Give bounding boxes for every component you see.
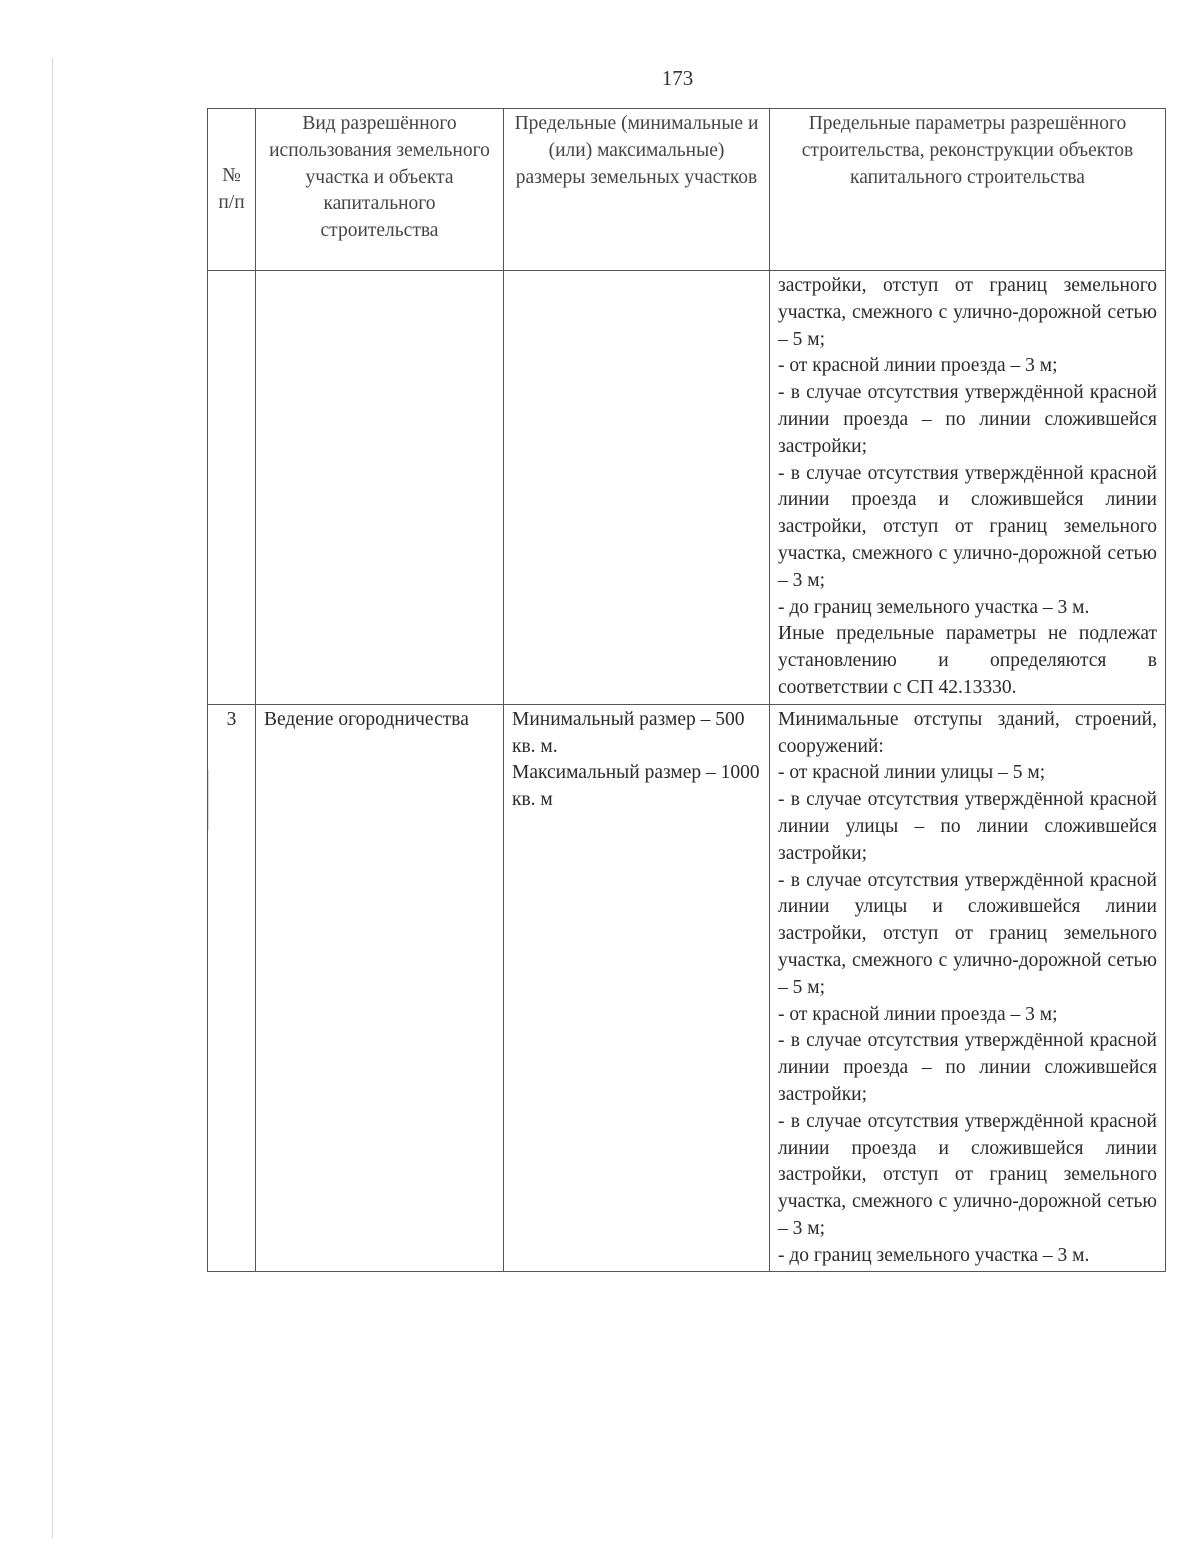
params-line: - в случае отсутствия утверждённой красной линии проезда – по линии сложившейся застройки; — [778, 1030, 1157, 1105]
params-line: - от красной линии проезда – 3 м; — [778, 1003, 1058, 1025]
row-use — [256, 271, 504, 705]
row-number — [208, 271, 256, 705]
params-line: - от красной линии улицы – 5 м; — [778, 762, 1046, 784]
size-line: Минимальный размер – 500 кв. м. — [512, 708, 745, 757]
params-line: - до границ земельного участка – 3 м. — [778, 596, 1090, 618]
params-line: - в случае отсутствия утверждённой красной линии проезда и сложившейся линии застройки, отступ от границ земельного участка, смежного с улично-дорожной сетью – 3 м; — [778, 1110, 1157, 1239]
params-line: - в случае отсутствия утверждённой красной линии проезда и сложившейся линии застройки, отступ от границ земельного участка, смежного с улично-дорожной сетью – 3 м; — [778, 462, 1157, 591]
row-number: 3 — [208, 704, 256, 1272]
params-line: - в случае отсутствия утверждённой красной линии улицы – по линии сложившейся застройки; — [778, 789, 1157, 864]
header-size: Предельные (минимальные и (или) максимальные) размеры земельных участков — [504, 109, 770, 271]
table-header-row — [208, 109, 1166, 271]
size-line: Максимальный размер – 1000 кв. м — [512, 762, 760, 811]
table-row — [208, 704, 1166, 1272]
header-use: Вид разрешённого использования земельного участка и объекта капитального строительства — [256, 109, 504, 271]
params-line: - в случае отсутствия утверждённой красной линии улицы и сложившейся линии застройки, отступ от границ земельного участка, смежного с улично-дорожной сетью – 5 м; — [778, 869, 1157, 998]
row-params — [770, 271, 1166, 705]
params-line: - в случае отсутствия утверждённой красной линии проезда – по линии сложившейся застройки; — [778, 382, 1157, 457]
params-line: застройки, отступ от границ земельного участка, смежного с улично-дорожной сетью – 5 м; — [778, 275, 1157, 350]
header-number: № п/п — [208, 109, 256, 271]
params-line: Минимальные отступы зданий, строений, сооружений: — [778, 708, 1157, 757]
row-size — [504, 271, 770, 705]
regulations-table — [207, 108, 1166, 1272]
header-params: Предельные параметры разрешённого строительства, реконструкции объектов капитального строительства — [770, 109, 1166, 271]
page-number: 173 — [661, 66, 694, 90]
params-line: - от красной линии проезда – 3 м; — [778, 355, 1058, 377]
row-use: Ведение огородничества — [256, 704, 504, 1272]
row-params — [770, 704, 1166, 1272]
params-line: Иные предельные параметры не подлежат установлению и определяются в соответствии с СП 42.13330. — [778, 623, 1157, 698]
row-size — [504, 704, 770, 1272]
table-row — [208, 271, 1166, 705]
params-line: - до границ земельного участка – 3 м. — [778, 1244, 1090, 1266]
scan-margin-line — [52, 58, 53, 1538]
